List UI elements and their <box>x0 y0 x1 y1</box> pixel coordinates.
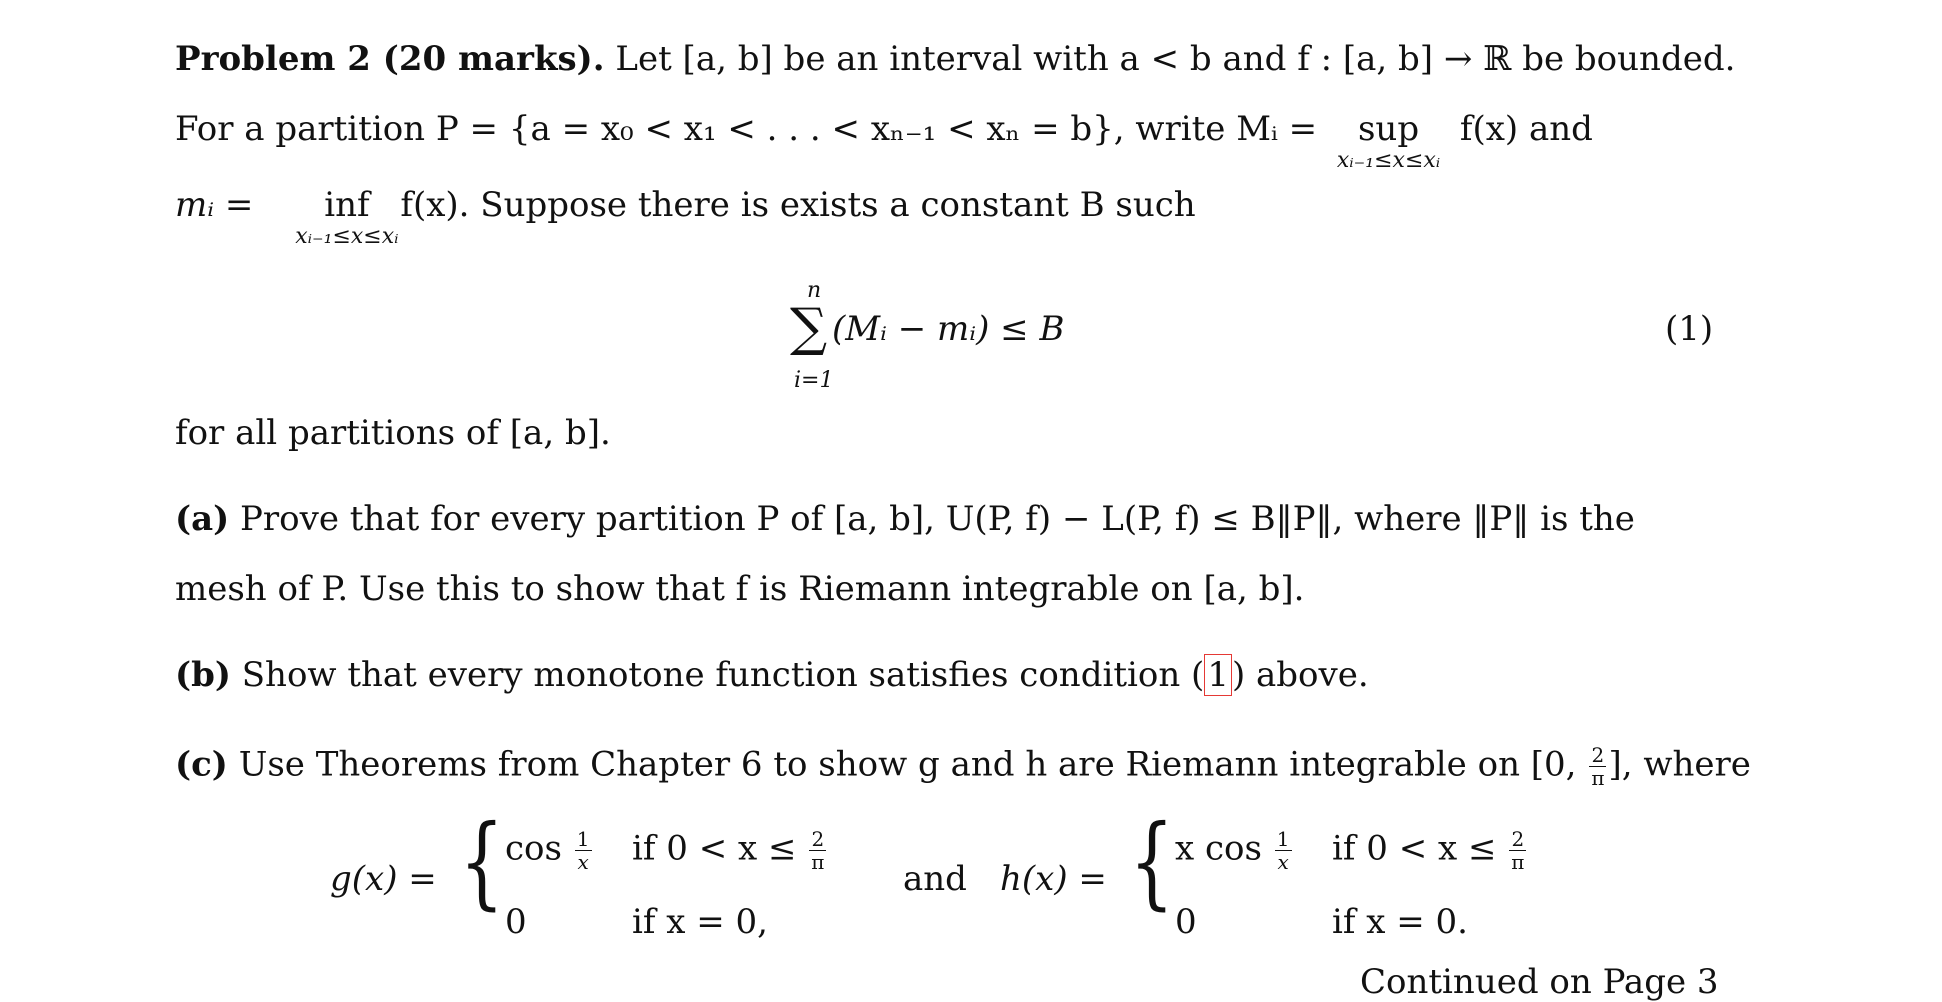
problem-intro-line1 <box>175 39 1736 79</box>
part-a-line1 <box>175 499 1635 539</box>
part-a-label: (a) <box>175 499 230 539</box>
h-case2-condition: if x = 0. <box>1332 902 1468 942</box>
part-b-text-after: ) above. <box>1231 655 1369 695</box>
problem-intro-line2 <box>175 109 1593 173</box>
part-c-text-before: Use Theorems from Chapter 6 to show g and h are Riemann integrable on [0, <box>238 744 1577 785</box>
sum-upper-limit: n <box>807 278 822 303</box>
g-case2-condition: if x = 0, <box>632 902 768 942</box>
intro-text-1: Let [a, b] be an interval with a < b and f : [a, b] → ℝ be bounded. <box>615 39 1736 79</box>
g-case1-condition: if 0 < x ≤ $\frac{2}{\pi}$ <box>632 827 825 874</box>
page-footer: Continued on Page 3 <box>1360 962 1719 1002</box>
h-case1-expr: x cos $\frac{1}{x}$ <box>1175 827 1290 874</box>
equation-number: (1) <box>1665 309 1714 349</box>
h-case2-expr: 0 <box>1175 902 1197 942</box>
intro-text-3-after: f(x). Suppose there is exists a constant B such <box>400 185 1196 225</box>
sum-body: (Mᵢ − mᵢ) ≤ B <box>832 309 1065 349</box>
intro-text-2-before: For a partition P = {a = x₀ < x₁ < . . . < xₙ₋₁ < xₙ = b}, write Mᵢ = <box>175 109 1318 149</box>
part-a-text-1: Prove that for every partition P of [a, b], U(P, f) − L(P, f) ≤ B‖P‖, where ‖P‖ is the <box>240 499 1635 539</box>
sup-operator: sup xᵢ₋₁≤x≤xᵢ <box>1336 109 1441 173</box>
intro-text-3-lhs: mᵢ = <box>175 185 254 225</box>
equation-reference-link[interactable]: 1 <box>1204 654 1232 696</box>
intro-text-2-after: f(x) and <box>1459 109 1593 149</box>
part-c-label: (c) <box>175 744 228 785</box>
g-case2-expr: 0 <box>505 902 527 942</box>
sum-lower-limit: i=1 <box>794 368 834 393</box>
part-c-text-after: ], where <box>1608 744 1751 785</box>
two-over-pi-fraction: $\frac{2}{\pi}$ <box>1591 743 1605 790</box>
and-connector: and <box>903 859 967 899</box>
part-a-line2: mesh of P. Use this to show that f is Riemann integrable on [a, b]. <box>175 569 1305 609</box>
problem-heading: Problem 2 (20 marks). <box>175 39 605 79</box>
problem-intro-line3 <box>175 185 1196 249</box>
part-b-label: (b) <box>175 655 231 695</box>
sigma-symbol: ∑ <box>790 298 828 358</box>
g-left-brace: { <box>459 803 505 920</box>
g-case1-expr: cos $\frac{1}{x}$ <box>505 827 590 874</box>
part-c-line <box>175 744 1751 789</box>
part-b-line <box>175 655 1369 695</box>
after-equation-text: for all partitions of [a, b]. <box>175 413 611 453</box>
inf-operator: inf xᵢ₋₁≤x≤xᵢ <box>295 185 399 249</box>
h-left-brace: { <box>1129 803 1175 920</box>
h-lhs: h(x) = <box>1000 859 1107 899</box>
g-lhs: g(x) = <box>330 859 437 899</box>
part-b-text-before: Show that every monotone function satisfies condition ( <box>241 655 1205 695</box>
h-case1-condition: if 0 < x ≤ $\frac{2}{\pi}$ <box>1332 827 1525 874</box>
